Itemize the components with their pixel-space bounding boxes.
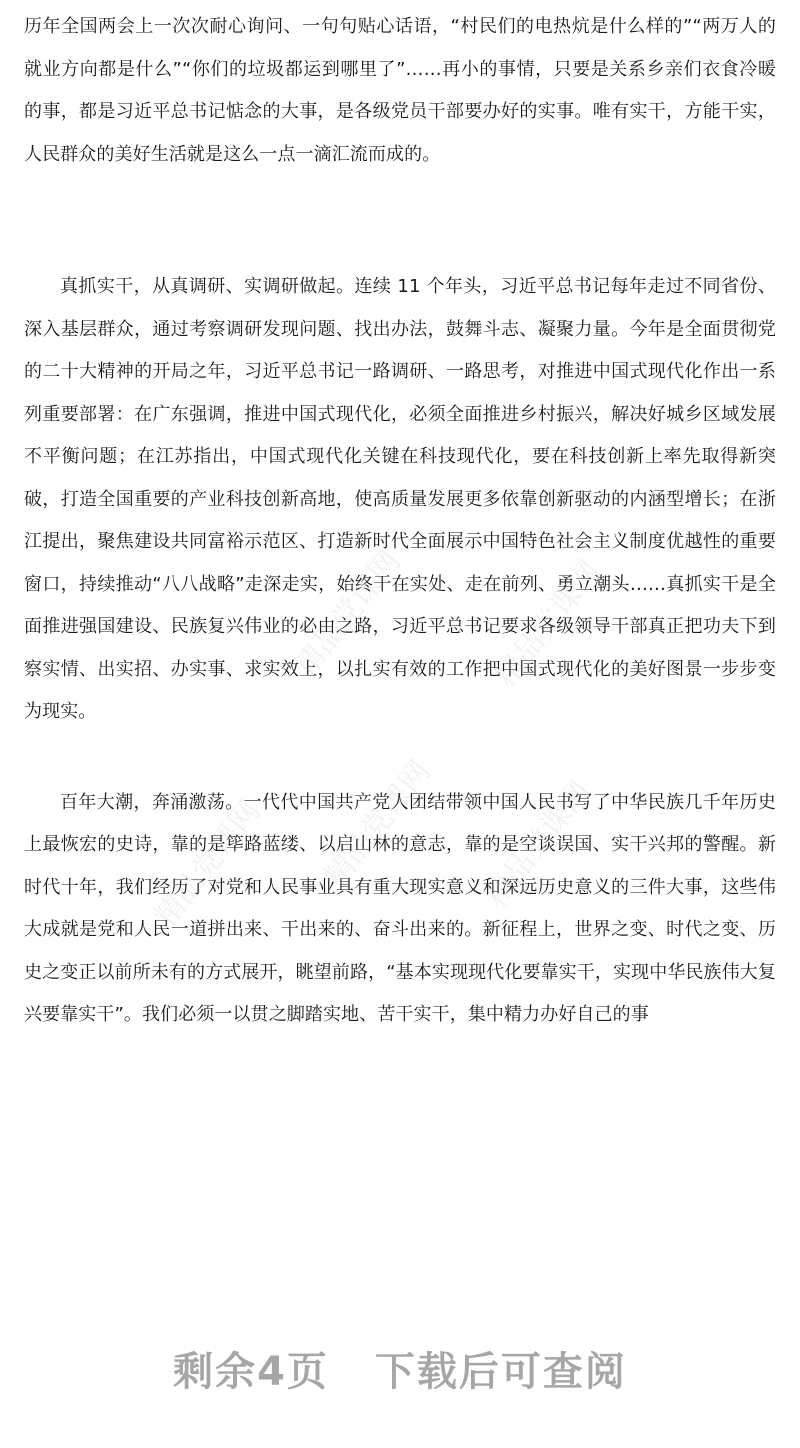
download-prompt-label: 下载后可查阅 <box>374 1349 627 1395</box>
watermark-text: 精品党课网 <box>147 794 268 935</box>
watermark-text: 精品党课网 <box>287 544 408 685</box>
watermark-text: 精品党课网 <box>317 754 438 895</box>
document-body <box>24 6 776 1037</box>
watermark-text: 精品党课网 <box>487 554 608 695</box>
remaining-pages-label: 剩余4页 <box>173 1349 329 1395</box>
paragraph-3: 百年大潮，奔涌激荡。一代代中国共产党人团结带领中国人民书写了中华民族几千年历史上最恢宏的史诗，靠的是筚路蓝缕、以启山林的意志，靠的是空谈误国、实干兴邦的警醒。新时代十年，我们经历了对党和人民事业具有重大现实意义和深远历史意义的三件大事，这些伟大成就是党和人民一道拼出来、干出来的、奋斗出来的。新征程上，世界之变、时代之变、历史之变正以前所未有的方式展开，眺望前路，“基本实现现代化要靠实干，实现中华民族伟大复兴要靠实干”。我们必须一以贯之脚踏实地、苦干实干，集中精力办好自己的事 <box>24 791 776 1025</box>
watermark-text: 精品党课网 <box>477 774 598 915</box>
download-prompt-banner[interactable] <box>0 1340 800 1397</box>
paragraph-2: 真抓实干，从真调研、实调研做起。连续 11 个年头，习近平总书记每年走过不同省份、深入基层群众，通过考察调研发现问题、找出办法，鼓舞斗志、凝聚力量。今年是全面贯彻党的二十大精神的开局之年，习近平总书记一路调研、一路思考，对推进中国式现代化作出一系列重要部署：在广东强调，推进中国式现代化，必须全面推进乡村振兴，解决好城乡区域发展不平衡问题；在江苏指出，中国式现代化关键在科技现代化，要在科技创新上率先取得新突破，打造全国重要的产业科技创新高地，使高质量发展更多依靠创新驱动的内涵型增长；在浙江提出，聚焦建设共同富裕示范区、打造新时代全面展示中国特色社会主义制度优越性的重要窗口，持续推动“八八战略”走深走实，始终干在实处、走在前列、勇立潮头……真抓实干是全面推进强国建设、民族复兴伟业的必由之路，习近平总书记要求各级领导干部真正把功夫下到察实情、出实招、办实事、求实效上，以扎实有效的工作把中国式现代化的美好图景一步步变为现实。 <box>24 276 776 722</box>
paragraph-1: 历年全国两会上一次次耐心询问、一句句贴心话语，“村民们的电热炕是什么样的”“两万人的就业方向都是什么”“你们的垃圾都运到哪里了”……再小的事情，只要是关系乡亲们衣食冷暖的事，都是习近平总书记惦念的大事，是各级党员干部要办好的实事。唯有实干，方能干实，人民群众的美好生活就是这么一点一滴汇流而成的。 <box>24 16 776 165</box>
